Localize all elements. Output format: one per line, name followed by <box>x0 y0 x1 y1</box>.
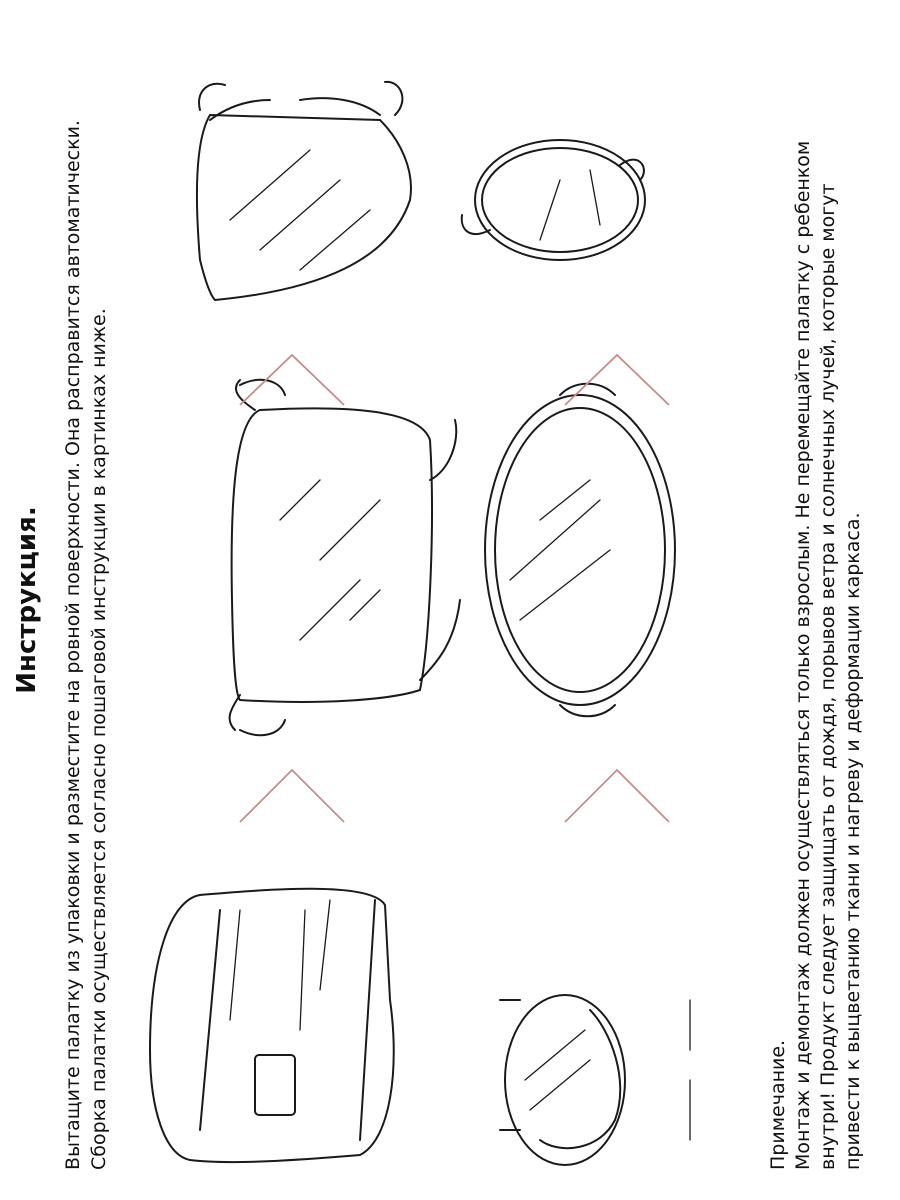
step-6-illustration <box>462 140 645 260</box>
page-title: Инструкция. <box>12 506 42 694</box>
step-4-illustration <box>500 995 690 1165</box>
step-arrow-1 <box>240 770 344 822</box>
note-heading: Примечание. <box>767 1039 789 1170</box>
note-line-2: внутри! Продукт следует защищать от дождя, порывов ветра и солнечных лучей, которые могут <box>817 183 839 1170</box>
note-line-1: Монтаж и демонтаж должен осуществляться только взрослым. Не перемещайте палатку с ребенком <box>792 140 814 1170</box>
step-1-illustration <box>150 889 394 1162</box>
intro-line-2: Сборка палатки осуществляется согласно пошаговой инструкции в картинках ниже. <box>88 308 110 1170</box>
step-arrow-3 <box>565 770 669 822</box>
intro-line-1: Вытащите палатку из упаковки и разместите на ровной поверхности. Она расправится автоматически. <box>62 120 84 1170</box>
step-5-illustration <box>485 384 675 717</box>
step-3-illustration <box>197 82 411 300</box>
note-block <box>766 141 866 1170</box>
note-line-3: привести к выцветанию ткани и нагреву и деформации каркаса. <box>842 512 864 1170</box>
step-arrow-4 <box>565 355 669 405</box>
step-2-illustration <box>230 380 460 735</box>
